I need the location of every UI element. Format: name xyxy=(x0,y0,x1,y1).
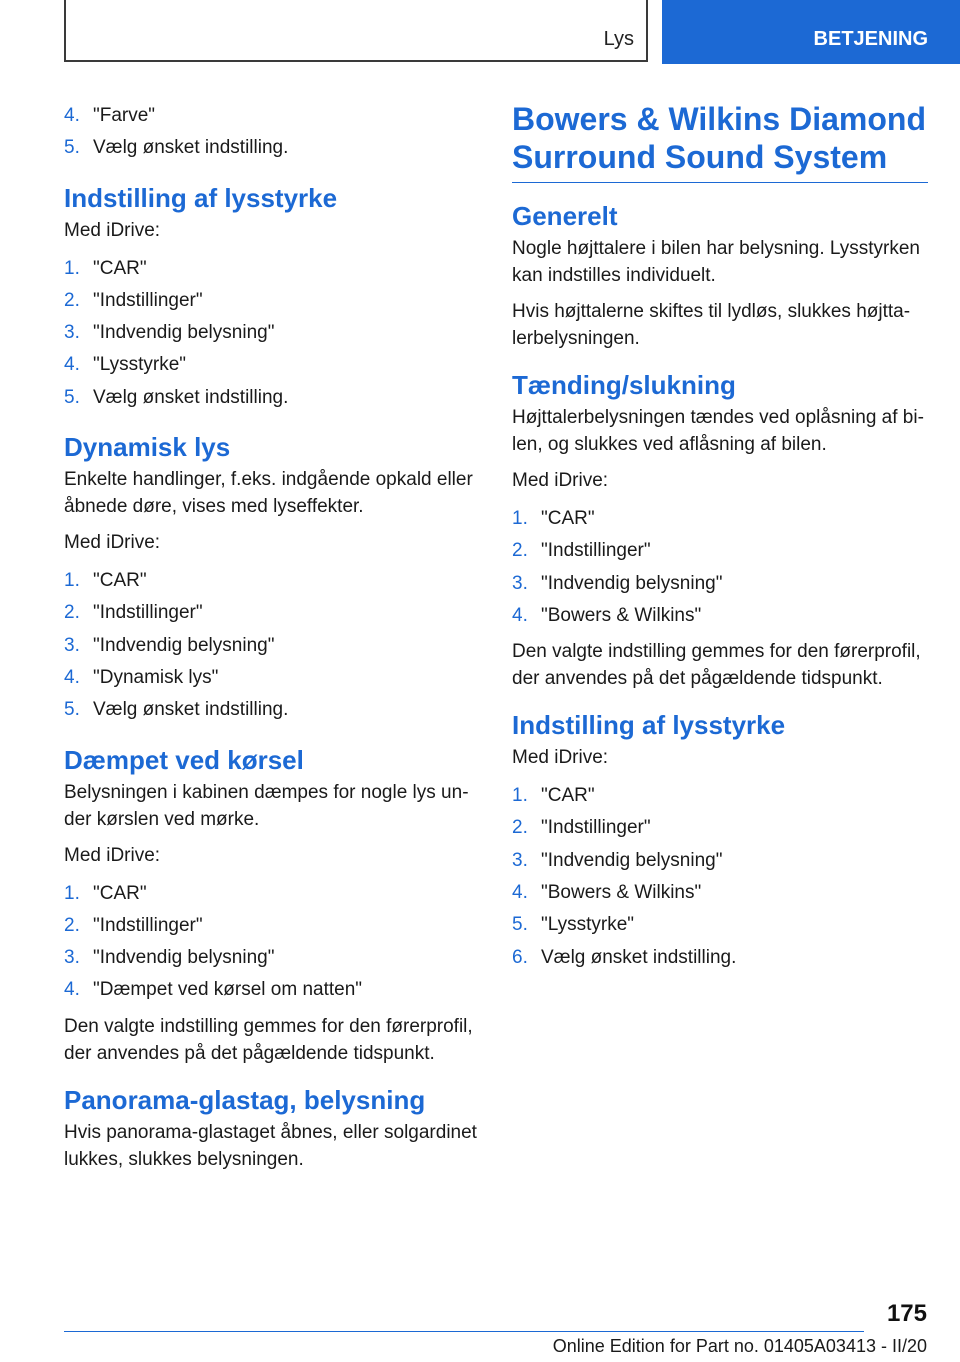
step-list xyxy=(512,503,928,632)
footer-edition: Online Edition for Part no. 01405A03413 - II/20 xyxy=(552,1336,927,1356)
step-number: 5. xyxy=(64,386,80,408)
step-number: 1. xyxy=(64,570,80,592)
step-text: "CAR" xyxy=(93,882,147,904)
body-text: Nogle højttalere i bilen har belysning. Lysstyrken kan indstilles individuelt. xyxy=(512,238,920,286)
step-number: 3. xyxy=(64,634,80,656)
step-list xyxy=(512,780,928,974)
step-number: 2. xyxy=(64,602,80,624)
step-number: 2. xyxy=(64,914,80,936)
step-item xyxy=(64,630,477,662)
step-text: "Indstillinger" xyxy=(93,602,203,624)
chapter-title: Bowers & Wilkins Diamond Surround Sound System xyxy=(512,101,926,175)
step-item xyxy=(512,909,928,941)
step-text: "Dæmpet ved kørsel om natten" xyxy=(93,979,363,1001)
header-frame xyxy=(64,0,648,62)
intro-text: Med iDrive: xyxy=(512,747,609,769)
step-number: 2. xyxy=(512,817,528,839)
step-number: 4. xyxy=(64,979,80,1001)
step-item xyxy=(512,503,928,535)
step-number: 4. xyxy=(512,604,528,626)
step-item xyxy=(64,382,477,414)
step-text: "CAR" xyxy=(93,570,147,592)
step-number: 1. xyxy=(512,785,528,807)
step-text: Vælg ønsket indstilling. xyxy=(93,137,289,159)
step-number: 2. xyxy=(512,540,528,562)
step-item xyxy=(64,942,477,974)
section-heading: Dæmpet ved kørsel xyxy=(64,744,304,775)
step-text: "Indvendig belysning" xyxy=(541,849,723,871)
step-item xyxy=(512,780,928,812)
step-number: 4. xyxy=(64,354,80,376)
right-column xyxy=(512,100,928,980)
step-item xyxy=(512,812,928,844)
step-text: "CAR" xyxy=(541,785,595,807)
step-text: "Indvendig belysning" xyxy=(541,572,723,594)
step-item xyxy=(64,694,477,726)
step-text: "Lysstyrke" xyxy=(93,354,187,376)
intro-text: Med iDrive: xyxy=(512,470,609,491)
step-item xyxy=(64,253,477,285)
step-item xyxy=(64,100,477,132)
section-heading: Indstilling af lysstyrke xyxy=(64,182,338,213)
step-text: "Indstillinger" xyxy=(93,289,203,311)
step-text: "Indvendig belysning" xyxy=(93,947,275,969)
step-text: Vælg ønsket indstilling. xyxy=(93,386,289,408)
step-number: 4. xyxy=(512,882,528,904)
body-text: Højttalerbelysningen tændes ved oplåsning af bilen, og slukkes ved aflåsning af bilen. xyxy=(512,407,924,455)
title-rule xyxy=(512,182,928,183)
note-text: Den valgte indstilling gemmes for den førerprofil, der anvendes på det pågældende tidspunkt. xyxy=(512,641,921,690)
step-number: 1. xyxy=(512,508,528,529)
step-number: 1. xyxy=(64,882,80,904)
step-item xyxy=(512,845,928,877)
header-chapter-tab: BETJENING xyxy=(662,0,960,64)
step-list xyxy=(64,878,477,1007)
step-number: 1. xyxy=(64,257,80,279)
step-item xyxy=(64,597,477,629)
section-heading: Dynamisk lys xyxy=(64,432,231,463)
step-number: 3. xyxy=(64,947,80,969)
step-number: 5. xyxy=(512,914,528,936)
note-text: Den valgte indstilling gemmes for den førerprofil, der anvendes på det pågældende tidspunkt. xyxy=(64,1015,473,1064)
step-number: 4. xyxy=(64,105,80,126)
step-item xyxy=(64,910,477,942)
intro-text: Med iDrive: xyxy=(64,219,161,241)
step-list xyxy=(64,100,477,165)
step-item xyxy=(512,877,928,909)
section-heading: Panorama-glastag, belysning xyxy=(64,1084,426,1115)
step-number: 4. xyxy=(64,666,80,688)
step-number: 3. xyxy=(512,572,528,594)
intro-text: Med iDrive: xyxy=(64,844,161,866)
step-item xyxy=(64,317,477,349)
step-text: "Indvendig belysning" xyxy=(93,634,275,656)
footer-rule xyxy=(64,1331,864,1332)
step-text: Vælg ønsket indstilling. xyxy=(93,699,289,721)
step-text: "Farve" xyxy=(93,105,156,126)
step-text: "Indvendig belysning" xyxy=(93,322,275,344)
header-section-title: Lys xyxy=(603,28,634,50)
step-text: "Indstillinger" xyxy=(541,540,651,562)
step-text: "Bowers & Wilkins" xyxy=(541,604,702,626)
intro-text: Med iDrive: xyxy=(64,532,161,554)
step-text: "CAR" xyxy=(541,508,595,529)
step-number: 5. xyxy=(64,137,80,159)
step-text: "Indstillinger" xyxy=(541,817,651,839)
body-text: Belysningen i kabinen dæmpes for nogle lys under kørslen ved mørke. xyxy=(64,781,469,830)
step-item xyxy=(64,565,477,597)
step-number: 2. xyxy=(64,289,80,311)
step-item xyxy=(512,600,928,632)
body-text: Enkelte handlinger, f.eks. indgående opkald eller åbnede døre, vises med lyseffekter. xyxy=(64,469,473,518)
step-item xyxy=(64,285,477,317)
step-text: "Dynamisk lys" xyxy=(93,666,219,688)
section-heading: Tænding/slukning xyxy=(512,370,736,400)
left-column xyxy=(64,100,477,1182)
step-item xyxy=(64,132,477,164)
step-item xyxy=(64,878,477,910)
step-list xyxy=(64,565,477,726)
step-item xyxy=(64,974,477,1006)
step-item xyxy=(512,942,928,974)
step-number: 5. xyxy=(64,699,80,721)
step-item xyxy=(64,349,477,381)
step-item xyxy=(512,568,928,600)
body-text: Hvis panorama-glastaget åbnes, eller solgardinet lukkes, slukkes belysningen. xyxy=(64,1121,477,1170)
step-number: 6. xyxy=(512,946,528,968)
step-text: "CAR" xyxy=(93,257,147,279)
step-text: "Lysstyrke" xyxy=(541,914,635,936)
step-item xyxy=(64,662,477,694)
step-item xyxy=(512,535,928,567)
page-number: 175 xyxy=(886,1300,927,1327)
step-text: Vælg ønsket indstilling. xyxy=(541,946,737,968)
step-text: "Indstillinger" xyxy=(93,914,203,936)
step-number: 3. xyxy=(512,849,528,871)
step-list xyxy=(64,253,477,414)
body-text: Hvis højttalerne skiftes til lydløs, slukkes højttalerbelysningen. xyxy=(512,301,911,349)
section-heading: Generelt xyxy=(512,201,618,231)
step-text: "Bowers & Wilkins" xyxy=(541,882,702,904)
step-number: 3. xyxy=(64,322,80,344)
section-heading: Indstilling af lysstyrke xyxy=(512,710,786,741)
